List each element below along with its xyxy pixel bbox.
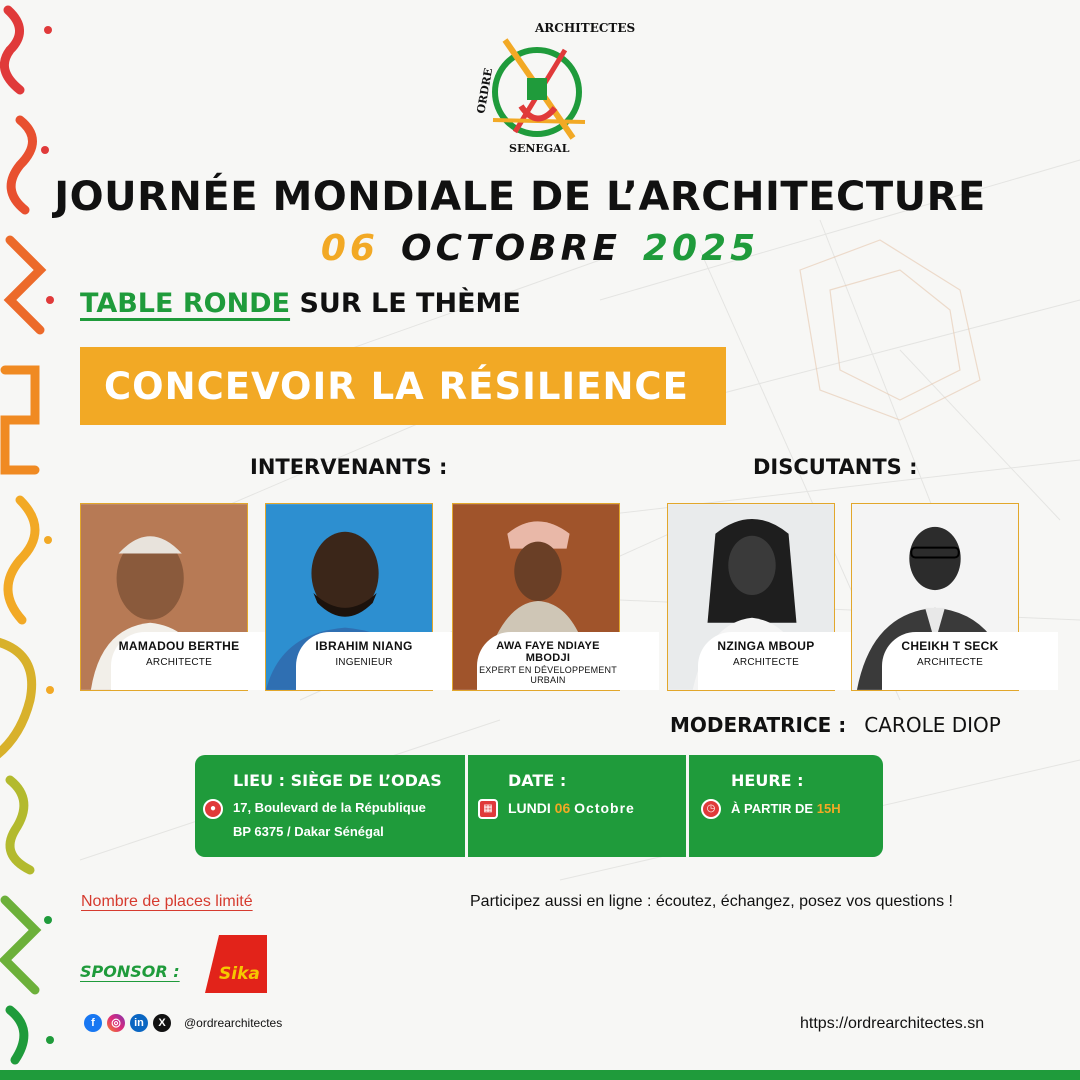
moderator-name: CAROLE DIOP [864, 713, 1001, 737]
place-section [195, 755, 465, 857]
sponsor-name: Sika [219, 964, 260, 984]
discussant-card [851, 503, 1019, 691]
speaker-card [452, 503, 620, 691]
theme-title: CONCEVOIR LA RÉSILIENCE [104, 364, 689, 408]
theme-intro-rest: SUR LE THÈME [290, 288, 521, 319]
sponsor-label: SPONSOR : [80, 962, 180, 981]
speaker-label [111, 632, 287, 690]
place-address-line1: 17, Boulevard de la République [233, 800, 426, 815]
discussant-label [698, 632, 874, 690]
date-weekday: LUNDI [508, 800, 551, 816]
linkedin-icon[interactable]: in [130, 1014, 148, 1032]
date-day: 06 [320, 228, 379, 269]
place-label: LIEU : SIÈGE DE L’ODAS [233, 771, 442, 790]
date-label: DATE : [508, 771, 567, 790]
sika-logo [205, 935, 267, 993]
discussant-label [882, 632, 1058, 690]
website-link[interactable]: https://ordrearchitectes.sn [800, 1015, 985, 1032]
location-pin-icon: ● [203, 799, 223, 819]
event-info-bar [195, 755, 883, 857]
speaker-label [296, 632, 472, 690]
date-section [468, 755, 686, 857]
instagram-icon[interactable]: ◎ [107, 1014, 125, 1032]
event-date-banner [0, 228, 1080, 269]
date-month: OCTOBRE [400, 228, 621, 269]
time-label: HEURE : [731, 771, 804, 790]
discussant-card [667, 503, 835, 691]
moderator-line [670, 713, 1001, 737]
facebook-icon[interactable]: f [84, 1014, 102, 1032]
time-prefix: À PARTIR DE [731, 801, 814, 816]
discussants-heading: DISCUTANTS : [753, 455, 918, 479]
speaker-role: ARCHITECTE [146, 657, 212, 668]
discussant-name: CHEIKH T SECK [901, 639, 999, 653]
limited-seats-note: Nombre de places limité [81, 893, 253, 910]
theme-intro [80, 288, 521, 319]
date-value [508, 800, 635, 816]
speaker-name: IBRAHIM NIANG [315, 639, 413, 653]
speakers-heading: INTERVENANTS : [250, 455, 448, 479]
logo-top-text: ARCHITECTES [535, 21, 636, 35]
logo-left-text: ORDRE [474, 67, 496, 115]
speaker-name: AWA FAYE NDIAYE MBODJI [496, 640, 600, 664]
social-links [84, 1014, 282, 1032]
left-decorative-pattern [0, 0, 60, 1080]
speaker-name: MAMADOU BERTHE [118, 639, 240, 653]
calendar-icon: ▦ [478, 799, 498, 819]
online-participation-note: Participez aussi en ligne : écoutez, échangez, posez vos questions ! [470, 893, 953, 910]
bottom-green-bar [0, 1070, 1080, 1080]
clock-icon: ◷ [701, 799, 721, 819]
time-hour: 15H [816, 801, 841, 816]
place-address-line2: BP 6375 / Dakar Sénégal [233, 824, 384, 839]
speaker-label [477, 632, 659, 690]
date-year: 2025 [642, 228, 760, 269]
speaker-card [80, 503, 248, 691]
speaker-role: INGENIEUR [335, 657, 393, 668]
moderator-label: MODERATRICE : [670, 713, 847, 737]
discussant-role: ARCHITECTE [733, 657, 799, 668]
date-day-number: 06 [554, 800, 571, 816]
social-handle[interactable]: @ordrearchitectes [184, 1016, 283, 1030]
date-month-name: Octobre [574, 800, 635, 816]
x-twitter-icon[interactable]: X [153, 1014, 171, 1032]
time-value [731, 801, 841, 816]
page-title: JOURNÉE MONDIALE DE L’ARCHITECTURE [54, 174, 986, 220]
time-section [689, 755, 883, 857]
theme-intro-highlight: TABLE RONDE [80, 288, 291, 319]
speaker-role: EXPERT EN DÉVELOPPEMENT URBAIN [479, 665, 617, 685]
ordre-architectes-logo [474, 20, 636, 160]
discussant-name: NZINGA MBOUP [717, 639, 815, 653]
logo-bottom-text: SENEGAL [509, 142, 570, 155]
theme-banner [80, 347, 726, 425]
discussant-role: ARCHITECTE [917, 657, 983, 668]
speaker-card [265, 503, 433, 691]
